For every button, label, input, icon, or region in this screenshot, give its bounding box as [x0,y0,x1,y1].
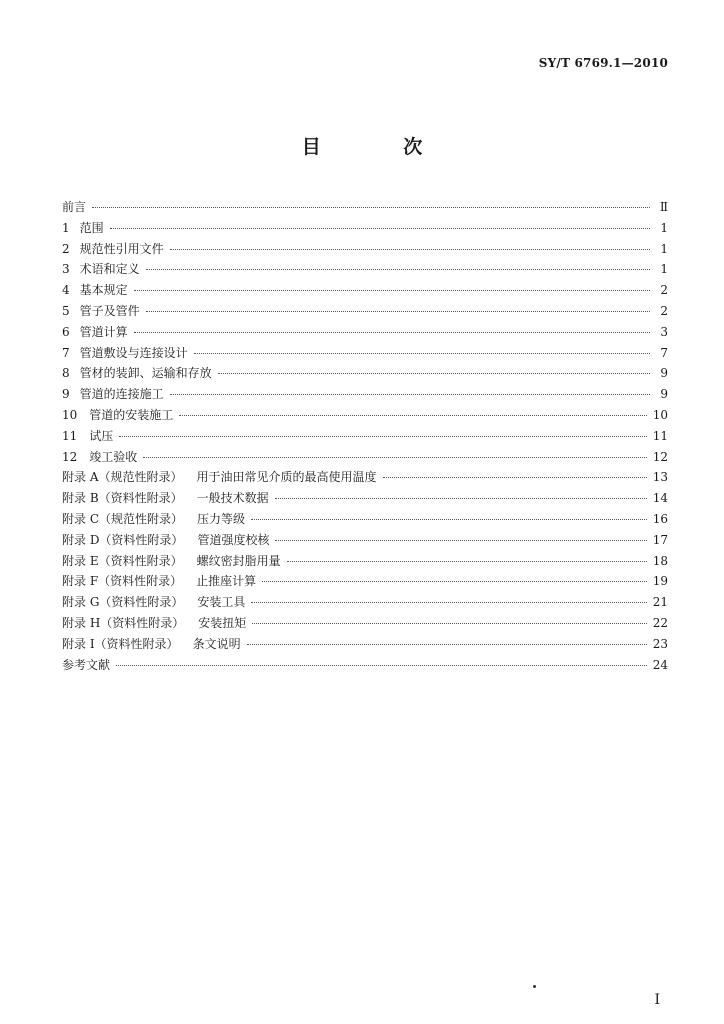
dot-leader [134,332,650,333]
toc-entry-number: 7 [62,345,70,360]
toc-entry-subtitle: 安装扭矩 [198,615,247,630]
toc-entry-title: 附录 E（资料性附录） [62,553,183,568]
toc-entry-subtitle: 止推座计算 [196,574,257,589]
toc-entry-title: 前言 [62,200,87,214]
toc-entry-title: 附录 C（规范性附录） [62,511,183,526]
dot-leader [383,477,647,478]
toc-entry-title: 附录 B（资料性附录） [62,491,183,506]
toc-entry[interactable] [62,656,668,677]
toc-entry-page: 18 [652,553,668,568]
dot-leader [251,602,646,603]
toc-entry-title: 附录 I（资料性附录） [62,636,179,651]
dot-leader [110,228,650,229]
dot-leader [218,373,650,374]
toc-entry-number: 4 [62,283,70,298]
toc-entry-title: 规范性引用文件 [79,241,164,256]
toc-entry[interactable] [62,198,668,219]
page-number: Ⅰ [654,992,660,1008]
toc-entry[interactable] [62,468,668,489]
toc-entry[interactable] [62,427,668,448]
table-of-contents [62,198,668,676]
toc-entry-title: 管道敷设与连接设计 [79,345,188,360]
dot-leader [146,311,650,312]
toc-entry-page: 13 [652,470,668,485]
toc-entry-subtitle: 用于油田常见介质的最高使用温度 [196,470,377,485]
toc-entry-number: 8 [62,366,70,381]
toc-entry[interactable] [62,635,668,656]
toc-entry-page: 12 [652,449,668,464]
toc-entry[interactable] [62,572,668,593]
toc-entry-page: 7 [660,345,668,360]
toc-entry-number: 2 [62,241,70,256]
toc-entry-title: 管道的安装施工 [89,407,174,422]
toc-entry-title: 附录 H（资料性附录） [62,615,185,630]
toc-entry[interactable] [62,323,668,344]
toc-entry-page: Ⅱ [659,200,668,214]
toc-entry-number: 12 [62,449,78,464]
toc-entry-page: 1 [660,241,668,256]
toc-entry-page: 9 [660,366,668,381]
toc-entry-page: 22 [652,615,668,630]
dot-leader [252,623,646,624]
dot-leader [146,269,650,270]
toc-entry-subtitle: 管道强度校核 [197,532,270,547]
toc-entry-title: 附录 F（资料性附录） [62,574,183,589]
toc-entry-number: 9 [62,387,70,402]
toc-entry[interactable] [62,614,668,635]
toc-entry-page: 9 [660,387,668,402]
dot-leader [275,540,646,541]
toc-entry-page: 2 [660,283,668,298]
toc-entry[interactable] [62,531,668,552]
dot-leader [119,436,646,437]
toc-entry[interactable] [62,219,668,240]
toc-entry-subtitle: 螺纹密封脂用量 [196,553,281,568]
toc-entry-page: 19 [652,574,668,589]
toc-entry[interactable] [62,364,668,385]
toc-entry[interactable] [62,240,668,261]
dot-leader [134,290,650,291]
dot-leader [251,519,647,520]
toc-entry-subtitle: 安装工具 [197,595,246,610]
toc-entry[interactable] [62,593,668,614]
toc-entry[interactable] [62,281,668,302]
toc-entry[interactable] [62,302,668,323]
toc-entry-page: 3 [660,324,668,339]
toc-entry[interactable] [62,385,668,406]
toc-entry-title: 附录 G（资料性附录） [62,595,184,610]
toc-entry-title: 试压 [89,428,114,443]
toc-entry-title: 管道计算 [79,324,128,339]
toc-entry-title: 参考文献 [62,657,111,672]
toc-entry-title: 管道的连接施工 [79,387,164,402]
document-code: SY/T 6769.1—2010 [538,56,668,70]
dot-leader [143,457,646,458]
dot-leader [116,665,647,666]
toc-entry-title: 基本规定 [79,283,128,298]
toc-entry-title: 竣工验收 [89,449,138,464]
page-title: 目 次 [301,136,461,158]
toc-entry-page: 16 [652,511,668,526]
toc-entry[interactable] [62,489,668,510]
dot-leader [170,249,650,250]
toc-entry-page: 1 [660,262,668,277]
dot-leader [170,394,650,395]
toc-entry-number: 11 [62,428,78,443]
toc-entry-page: 2 [660,303,668,318]
dot-leader [262,581,647,582]
toc-entry-title: 管材的装卸、运输和存放 [79,366,212,381]
toc-entry[interactable] [62,344,668,365]
toc-entry-page: 14 [652,491,668,506]
toc-entry-title: 附录 D（资料性附录） [62,532,184,547]
toc-entry[interactable] [62,260,668,281]
toc-entry[interactable] [62,406,668,427]
toc-entry-number: 1 [62,220,70,235]
toc-entry-page: 17 [652,532,668,547]
dot-leader [194,353,650,354]
toc-entry-subtitle: 条文说明 [192,636,241,651]
toc-entry-subtitle: 压力等级 [197,511,246,526]
toc-entry-page: 11 [652,428,668,443]
toc-entry-page: 21 [652,595,668,610]
toc-entry-title: 术语和定义 [79,262,140,277]
toc-entry-title: 范围 [79,220,104,235]
toc-entry-number: 5 [62,303,70,318]
toc-entry[interactable] [62,552,668,573]
toc-entry-page: 24 [652,657,668,672]
toc-entry-subtitle: 一般技术数据 [196,491,269,506]
dot-leader [247,644,647,645]
toc-entry[interactable] [62,448,668,469]
dot-leader [92,207,650,208]
toc-entry-number: 3 [62,262,70,277]
toc-entry-page: 23 [652,636,668,651]
toc-entry-page: 1 [660,220,668,235]
dot-leader [179,415,646,416]
toc-entry-title: 附录 A（规范性附录） [62,470,183,485]
toc-entry-number: 6 [62,324,70,339]
toc-entry-number: 10 [62,407,78,422]
dot-leader [287,561,647,562]
toc-entry-page: 10 [652,407,668,422]
toc-entry-title: 管子及管件 [79,303,140,318]
toc-entry[interactable] [62,510,668,531]
footer-dot [533,985,536,988]
dot-leader [275,498,647,499]
